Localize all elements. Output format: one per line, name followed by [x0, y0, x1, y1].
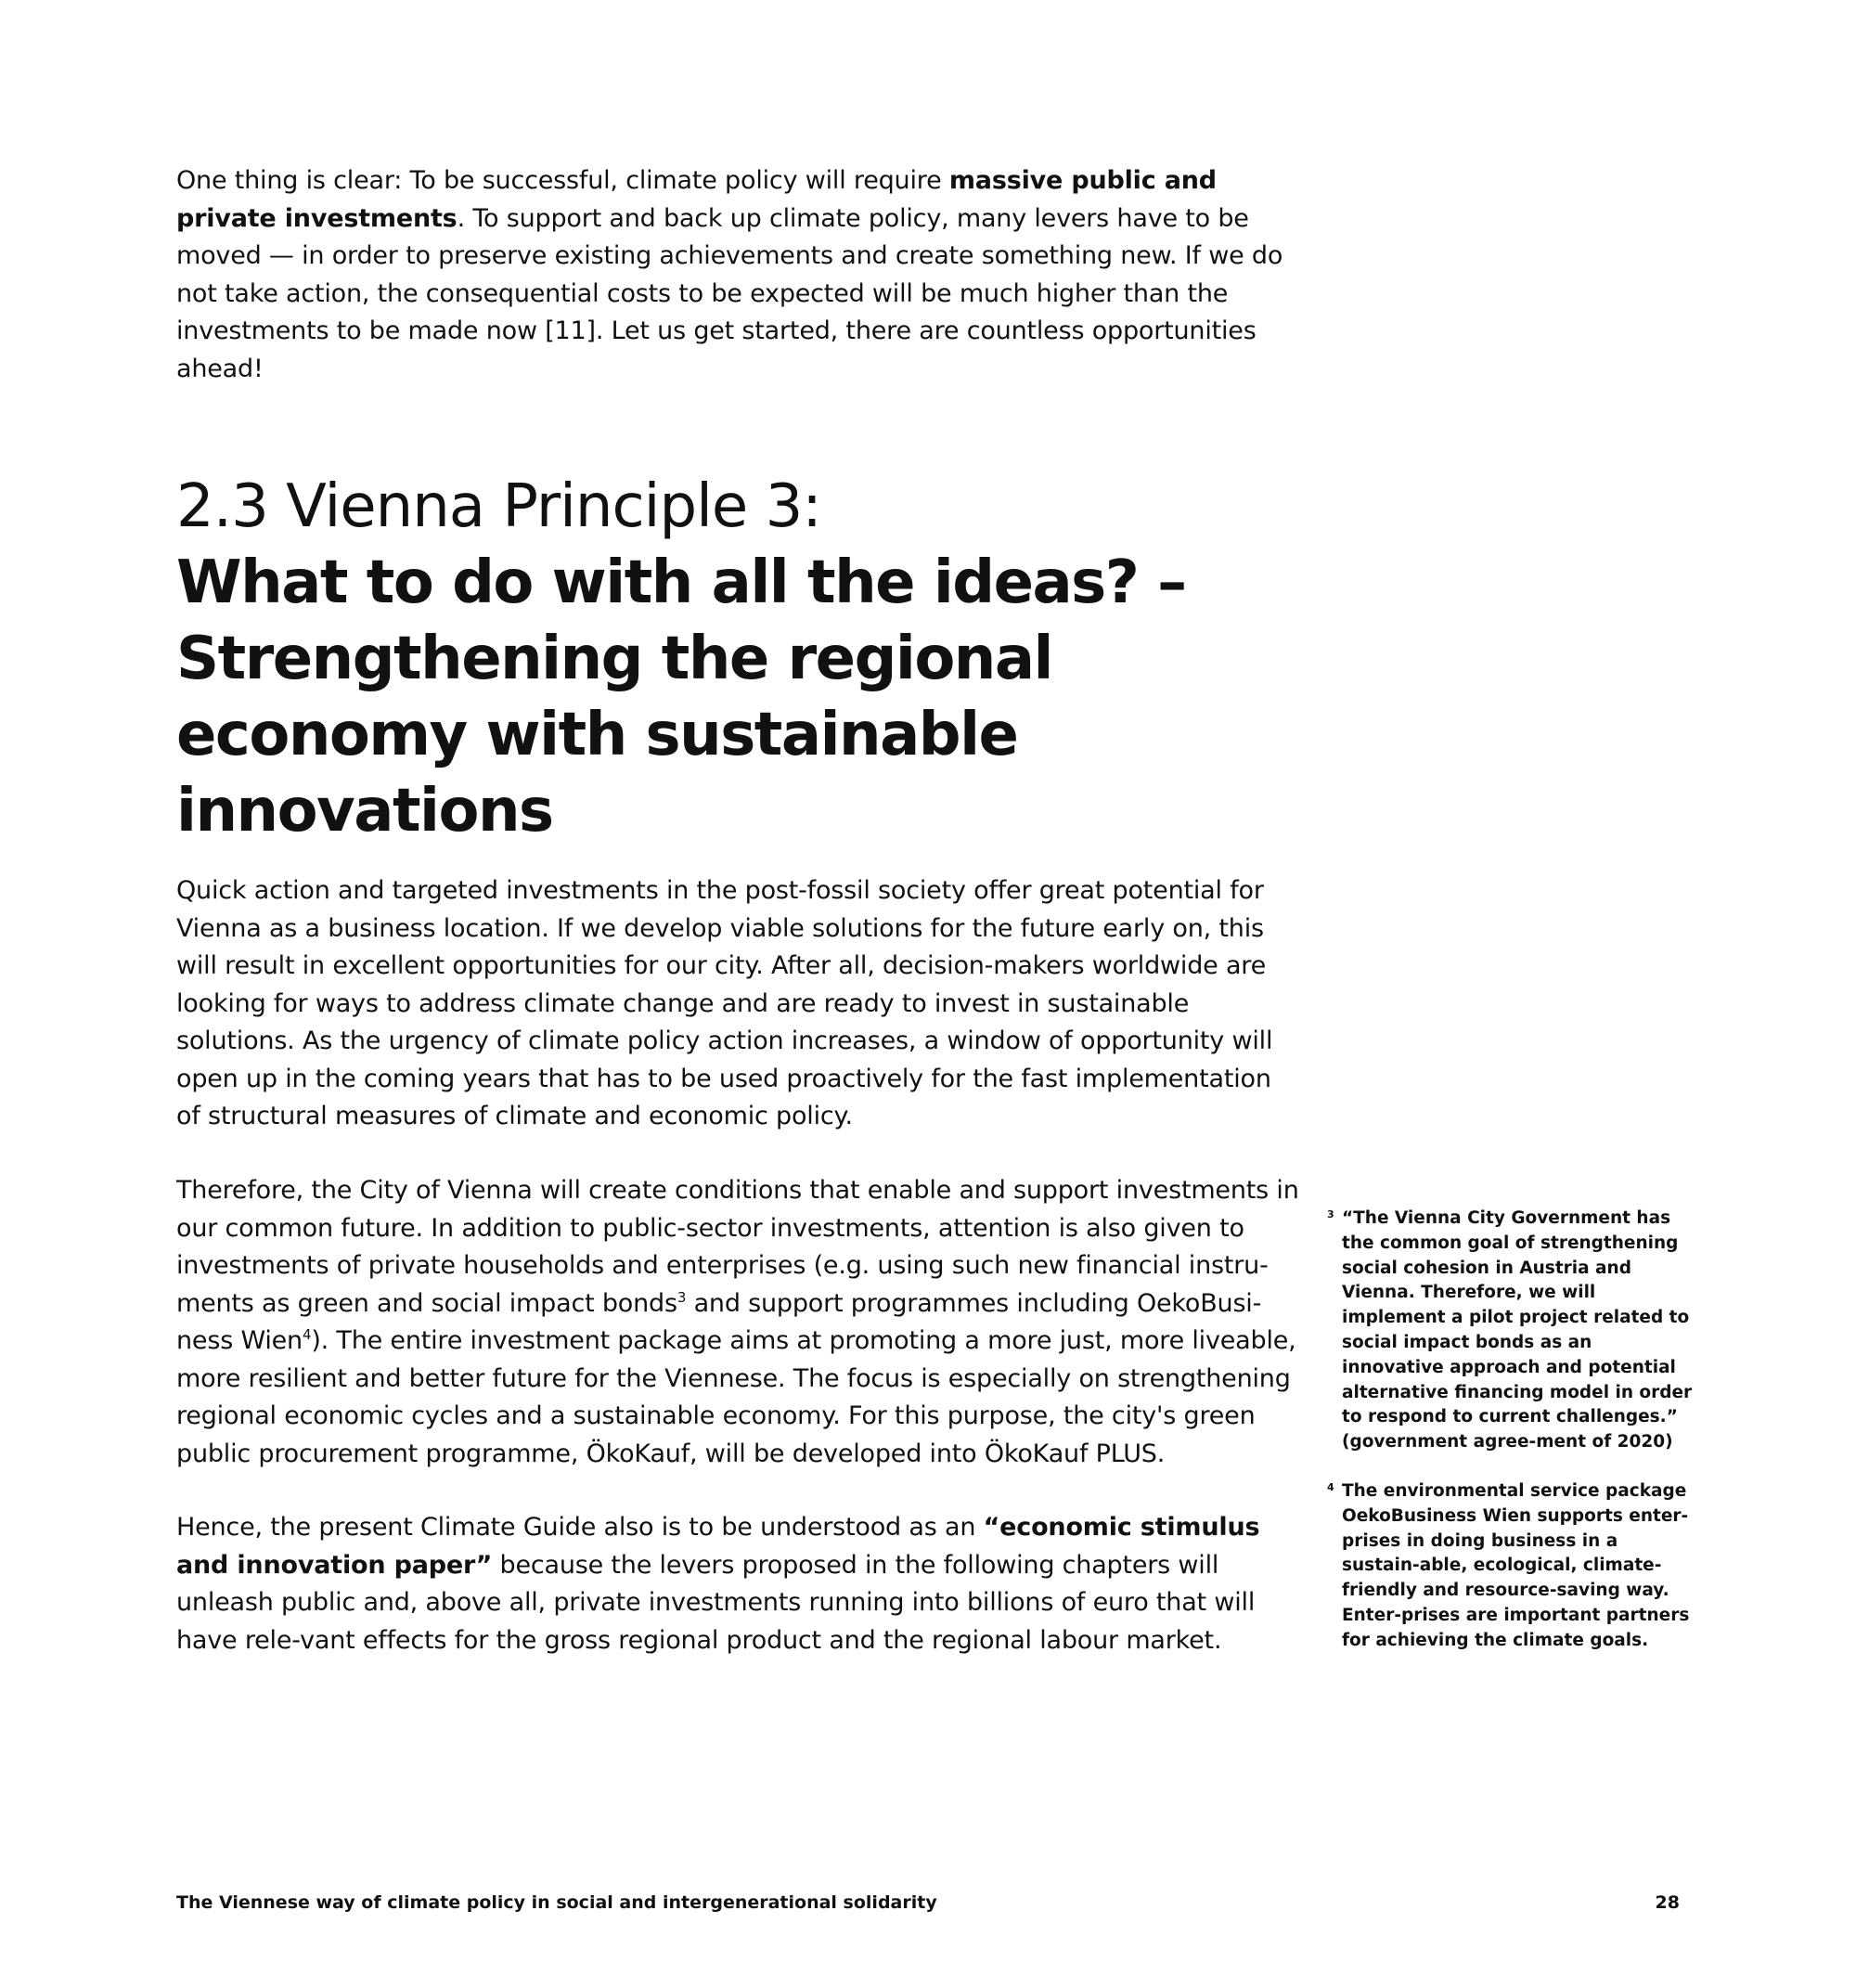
para3-bold-text: “economic stimulus and innovation paper” [176, 1513, 1260, 1580]
footnote-text: “The Vienna City Government has the common goal of strengthening social cohesion in Austria and Vienna. Therefore, we will implement a pilot project related to social impact bonds as an innovative approach and potential alternative financing model in order to respond to current challenges.” (government agree-ment of 2020) [1342, 1208, 1693, 1452]
footnote-ref-3[interactable]: 3 [677, 1288, 687, 1306]
footnote-ref-4[interactable]: 4 [302, 1326, 312, 1343]
footnote-3 [1327, 1207, 1698, 1455]
footnotes [1327, 1207, 1698, 1678]
intro-text-2: . To support and back up climate policy, many levers have to be moved — in order to preserve existing achievements and create something new. If we do not take action, the consequential costs to be expected will be much higher than the investments to be made now [11]. Let us get started, there are countless opportunities ahead! [176, 203, 1283, 383]
para3-text-1: Hence, the present Climate Guide also is to be understood as an [176, 1513, 984, 1542]
para3-text-2: because the levers proposed in the following chapters will unleash public and, above all, private investments running into billions of euro that will have rele-vant effects for the gross regional product and the regional labour market. [176, 1550, 1256, 1655]
para2-text-1: Therefore, the City of Vienna will create conditions that enable and support investments in our common future. In addition to public-sector investments, attention is also given to investments of private households and enterprises (e.g. using such new financial instru-ments as green and social impact bonds [176, 1176, 1299, 1318]
intro-text-1: One thing is clear: To be successful, climate policy will require [176, 166, 949, 195]
footer-title: The Viennese way of climate policy in social and intergenerational solidarity [176, 1892, 937, 1913]
intro-paragraph [176, 162, 1299, 388]
footnote-4 [1327, 1479, 1698, 1654]
footnote-mark: 4 [1327, 1480, 1334, 1493]
section-number: 2.3 Vienna Principle 3: [176, 472, 821, 541]
section-title: What to do with all the ideas? – Strengthening the regional economy with sustainable innovations [176, 549, 1186, 846]
body-paragraph-1: Quick action and targeted investments in the post-fossil society offer great potential for Vienna as a business location. If we develop viable solutions for the future early on, this will result in excellent opportunities for our city. After all, decision-makers worldwide are looking for ways to address climate change and are ready to invest in sustainable solutions. As the urgency of climate policy action increases, a window of opportunity will open up in the coming years that has to be used proactively for the fast implementation of structural measures of climate and economic policy. [176, 876, 1273, 1130]
section-heading [176, 469, 1299, 849]
para2-text-2: and support programmes including OekoBusi-ness Wien [176, 1288, 1262, 1355]
intro-bold-text: massive public and private investments [176, 166, 1217, 233]
body-paragraph-3 [176, 1509, 1299, 1659]
page-number: 28 [1655, 1892, 1680, 1913]
body-paragraph-2 [176, 1172, 1299, 1473]
para2-text-3: ). The entire investment package aims at promoting a more just, more liveable, more resilient and better future for the Viennese. The focus is especially on strengthening regional economic cycles and a sustainable economy. For this purpose, the city's green public procurement programme, ÖkoKauf, will be developed into ÖkoKauf PLUS. [176, 1326, 1296, 1468]
footnote-text: The environmental service package OekoBusiness Wien supports enter-prises in doing business in a sustain-able, ecological, climate-friendly and resource-saving way. Enter-prises are important partners for achieving the climate goals. [1342, 1480, 1690, 1650]
footnote-mark: 3 [1327, 1208, 1334, 1220]
